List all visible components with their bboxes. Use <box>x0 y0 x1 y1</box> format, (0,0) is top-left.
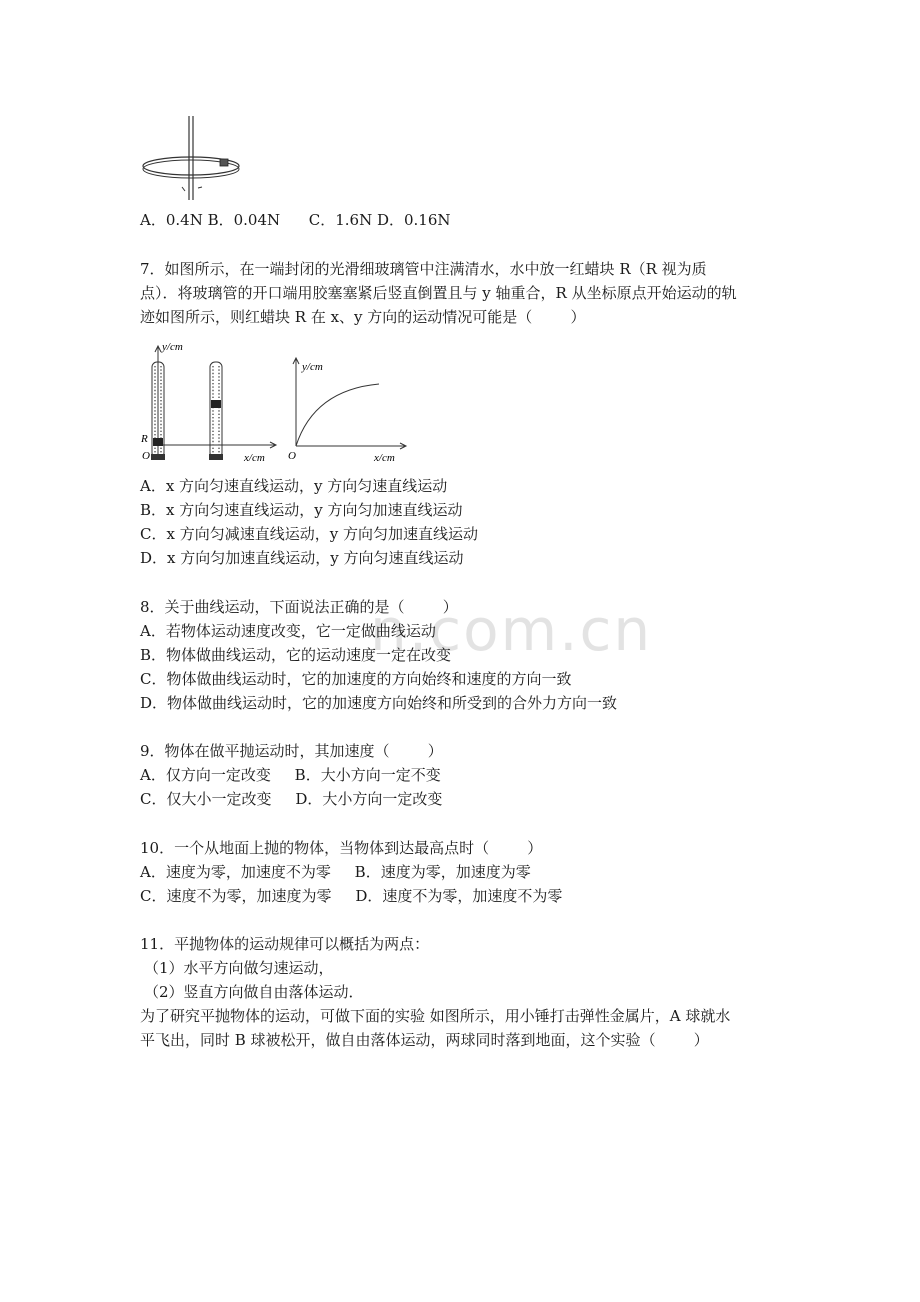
trajectory-figure <box>284 352 414 468</box>
q8-option-a: A．若物体运动速度改变，它一定做曲线运动 <box>140 622 436 640</box>
q7-option-d: D．x 方向匀加速直线运动，y 方向匀速直线运动 <box>140 549 464 567</box>
q9-options-row-1: A．仅方向一定改变 B．大小方向一定不变 <box>140 766 441 784</box>
q9-options-row-2: C．仅大小一定改变 D．大小方向一定改变 <box>140 790 443 808</box>
right-x-axis-label: x/cm <box>374 452 395 464</box>
watermark: n.com.cn <box>370 596 653 664</box>
q7-option-a: A．x 方向匀速直线运动，y 方向匀速直线运动 <box>140 477 448 495</box>
q7-option-b: B．x 方向匀速直线运动，y 方向匀加速直线运动 <box>140 501 463 519</box>
rotating-disk-figure <box>136 114 246 204</box>
q6-options: A．0.4N B．0.04N C．1.6N D．0.16N <box>140 211 451 229</box>
q8-option-c: C．物体做曲线运动时，它的加速度的方向始终和速度的方向一致 <box>140 670 572 688</box>
q7-stem-line-3: 迹如图所示，则红蜡块 R 在 x、y 方向的运动情况可能是（ ） <box>140 308 586 326</box>
q9-stem: 9．物体在做平抛运动时，其加速度（ ） <box>140 742 443 760</box>
block-r-label: R <box>141 433 148 445</box>
q8-stem: 8．关于曲线运动，下面说法正确的是（ ） <box>140 598 458 616</box>
q8-option-b: B．物体做曲线运动，它的运动速度一定在改变 <box>140 646 452 664</box>
q8-option-d: D．物体做曲线运动时，它的加速度方向始终和所受到的合外力方向一致 <box>140 694 618 712</box>
q11-stem-line-4: 为了研究平抛物体的运动，可做下面的实验 如图所示，用小锤打击弹性金属片，A 球就水 <box>140 1007 731 1025</box>
q7-option-c: C．x 方向匀减速直线运动，y 方向匀加速直线运动 <box>140 525 478 543</box>
glass-tube-figure <box>136 340 286 468</box>
q7-stem-line-2: 点）．将玻璃管的开口端用胶塞塞紧后竖直倒置且与 y 轴重合，R 从坐标原点开始运动的轨 <box>140 284 737 302</box>
left-origin-label: O <box>142 450 150 462</box>
q11-stem-line-1: 11．平抛物体的运动规律可以概括为两点： <box>140 935 430 953</box>
right-origin-label: O <box>288 450 296 462</box>
q11-stem-line-5: 平飞出，同时 B 球被松开，做自由落体运动，两球同时落到地面，这个实验（ ） <box>140 1031 709 1049</box>
q7-stem-line-1: 7．如图所示，在一端封闭的光滑细玻璃管中注满清水，水中放一红蜡块 R（R 视为质 <box>140 260 707 278</box>
left-y-axis-label: y/cm <box>162 341 183 353</box>
q11-point-1: （1）水平方向做匀速运动， <box>144 959 334 977</box>
q10-options-row-1: A．速度为零，加速度不为零 B．速度为零，加速度为零 <box>140 863 531 881</box>
left-x-axis-label: x/cm <box>244 452 265 464</box>
right-y-axis-label: y/cm <box>302 361 323 373</box>
q10-stem: 10．一个从地面上抛的物体，当物体到达最高点时（ ） <box>140 839 543 857</box>
q10-options-row-2: C．速度不为零，加速度为零 D．速度不为零，加速度不为零 <box>140 887 563 905</box>
q11-point-2: （2）竖直方向做自由落体运动． <box>144 983 364 1001</box>
